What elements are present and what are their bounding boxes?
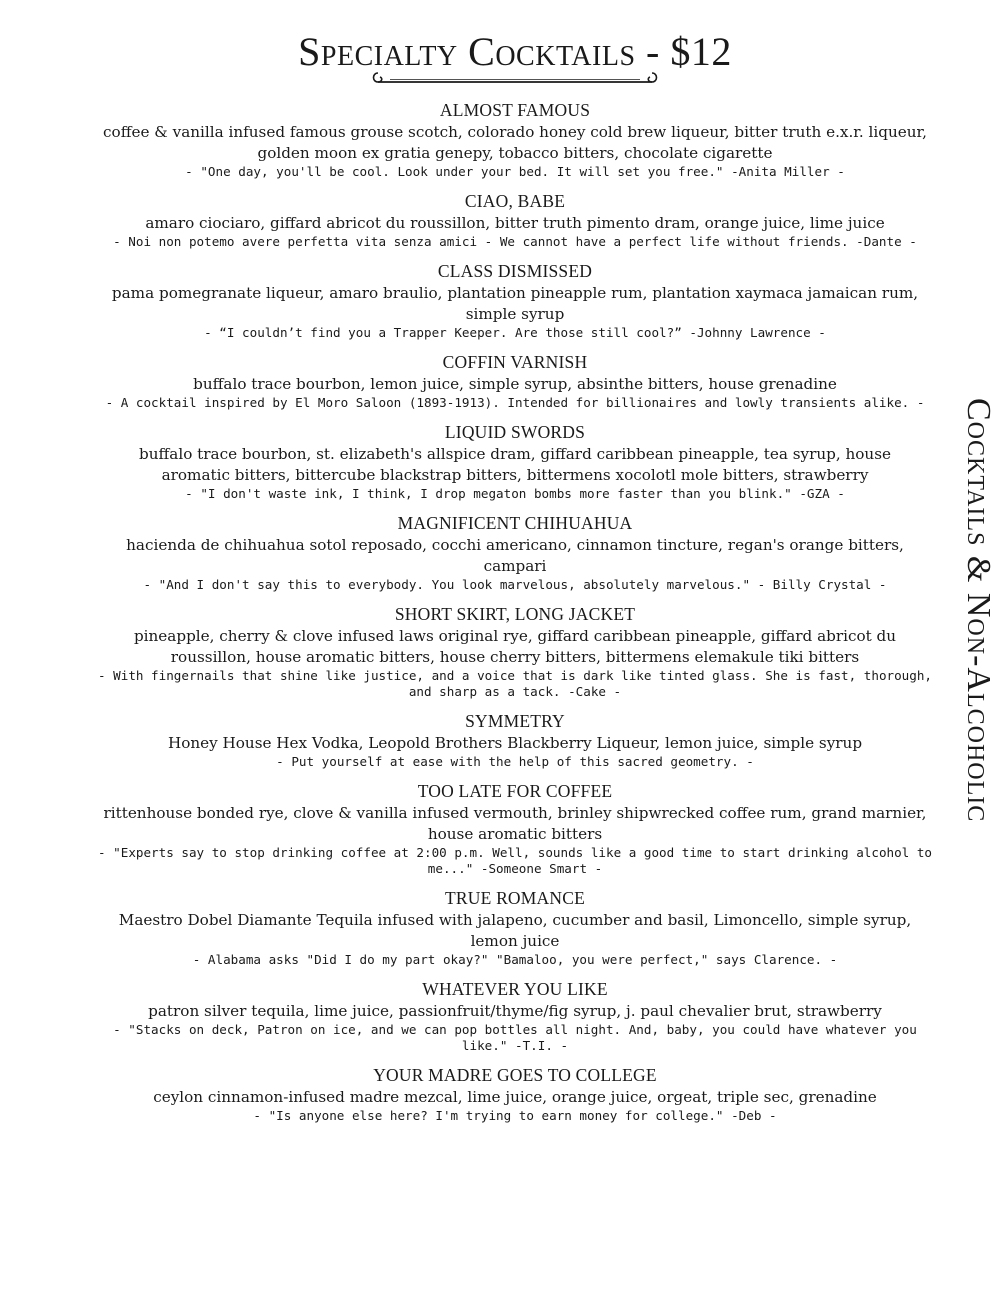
title-ornament [370,70,660,86]
cocktail-quote: - A cocktail inspired by El Moro Saloon (1893-1913). Intended for billionaires and lowly transients alike. - [105,395,925,410]
cocktail-list [95,98,935,1133]
cocktail-name: SHORT SKIRT, LONG JACKET [394,604,636,624]
cocktail-item [95,350,935,411]
cocktail-ingredients: ceylon cinnamon-infused madre mezcal, lime juice, orange juice, orgeat, triple sec, grenadine [153,1088,877,1106]
cocktail-name: LIQUID SWORDS [444,422,586,442]
cocktail-item [95,98,935,180]
cocktail-name: CLASS DISMISSED [437,261,593,281]
cocktail-ingredients: hacienda de chihuahua sotol reposado, cocchi americano, cinnamon tincture, regan's orange bitters, campari [126,536,904,575]
cocktail-item [95,779,935,877]
cocktail-name: MAGNIFICENT CHIHUAHUA [397,513,633,533]
cocktail-name: COFFIN VARNISH [442,352,588,372]
cocktail-name: YOUR MADRE GOES TO COLLEGE [373,1065,657,1085]
cocktail-item [95,511,935,593]
side-label-wrap [945,398,1000,938]
cocktail-name: TRUE ROMANCE [445,888,585,908]
cocktail-item [95,1063,935,1124]
cocktail-item [95,602,935,700]
cocktail-quote: - "I don't waste ink, I think, I drop megaton bombs more faster than you blink." -GZA - [185,486,845,501]
cocktail-ingredients: coffee & vanilla infused famous grouse scotch, colorado honey cold brew liqueur, bitter truth e.x.r. liqueur, golden moon ex gratia genepy, tobacco bitters, chocolate cigarette [103,123,927,162]
cocktail-quote: - Noi non potemo avere perfetta vita senza amici - We cannot have a perfect life without friends. -Dante - [113,234,917,249]
cocktail-name: TOO LATE FOR COFFEE [417,781,613,801]
cocktail-quote: - "One day, you'll be cool. Look under your bed. It will set you free." -Anita Miller - [185,164,845,179]
cocktail-ingredients: pama pomegranate liqueur, amaro braulio, plantation pineapple rum, plantation xaymaca jamaican rum, simple syrup [111,284,919,323]
cocktail-item [95,259,935,341]
cocktail-item [95,886,935,968]
cocktail-quote: - Put yourself at ease with the help of this sacred geometry. - [276,754,754,769]
cocktail-ingredients: Maestro Dobel Diamante Tequila infused with jalapeno, cucumber and basil, Limoncello, simple syrup, lemon juice [118,911,912,950]
cocktail-quote: - With fingernails that shine like justice, and a voice that is dark like tinted glass. She is fast, thorough, and sharp as a tack. -Cake - [97,668,933,699]
cocktail-ingredients: buffalo trace bourbon, lemon juice, simple syrup, absinthe bitters, house grenadine [193,375,837,393]
cocktail-quote: - "And I don't say this to everybody. You look marvelous, absolutely marvelous." - Billy Crystal - [143,577,887,592]
cocktail-name: WHATEVER YOU LIKE [422,979,608,999]
cocktail-ingredients: buffalo trace bourbon, st. elizabeth's allspice dram, giffard caribbean pineapple, tea syrup, house aromatic bitters, bittercube blackstrap bitters, bittermens xocolotl mole bitters, strawberry [139,445,891,484]
cocktail-ingredients: rittenhouse bonded rye, clove & vanilla infused vermouth, brinley shipwrecked coffee rum, grand marnier, house aromatic bitters [103,804,927,843]
cocktail-name: CIAO, BABE [464,191,566,211]
cocktail-ingredients: patron silver tequila, lime juice, passionfruit/thyme/fig syrup, j. paul chevalier brut, strawberry [148,1002,882,1020]
cocktail-ingredients: amaro ciociaro, giffard abricot du roussillon, bitter truth pimento dram, orange juice, lime juice [145,214,885,232]
cocktail-ingredients: pineapple, cherry & clove infused laws original rye, giffard caribbean pineapple, giffard abricot du roussillon, house aromatic bitters, house cherry bitters, bittermens elemakule tiki bitters [133,627,897,666]
cocktail-item [95,709,935,770]
cocktail-quote: - "Experts say to stop drinking coffee at 2:00 p.m. Well, sounds like a good time to start drinking alcohol to me..." -Someone Smart - [97,845,933,876]
cocktail-item [95,420,935,502]
cocktail-quote: - "Stacks on deck, Patron on ice, and we can pop bottles all night. And, baby, you could have whatever you like." -T.I. - [113,1022,917,1053]
cocktail-ingredients: Honey House Hex Vodka, Leopold Brothers Blackberry Liqueur, lemon juice, simple syrup [167,734,863,752]
cocktail-quote: - Alabama asks "Did I do my part okay?" "Bamaloo, you were perfect," says Clarence. - [192,952,838,967]
side-label: Cocktails & Non-Alcoholic [960,398,997,823]
cocktail-name: ALMOST FAMOUS [439,100,591,120]
cocktail-item [95,189,935,250]
cocktail-item [95,977,935,1054]
page-title: Specialty Cocktails - $12 [298,29,732,74]
cocktail-quote: - “I couldn’t find you a Trapper Keeper. Are those still cool?” -Johnny Lawrence - [204,325,826,340]
cocktail-quote: - "Is anyone else here? I'm trying to earn money for college." -Deb - [253,1108,777,1123]
cocktail-name: SYMMETRY [465,711,565,731]
